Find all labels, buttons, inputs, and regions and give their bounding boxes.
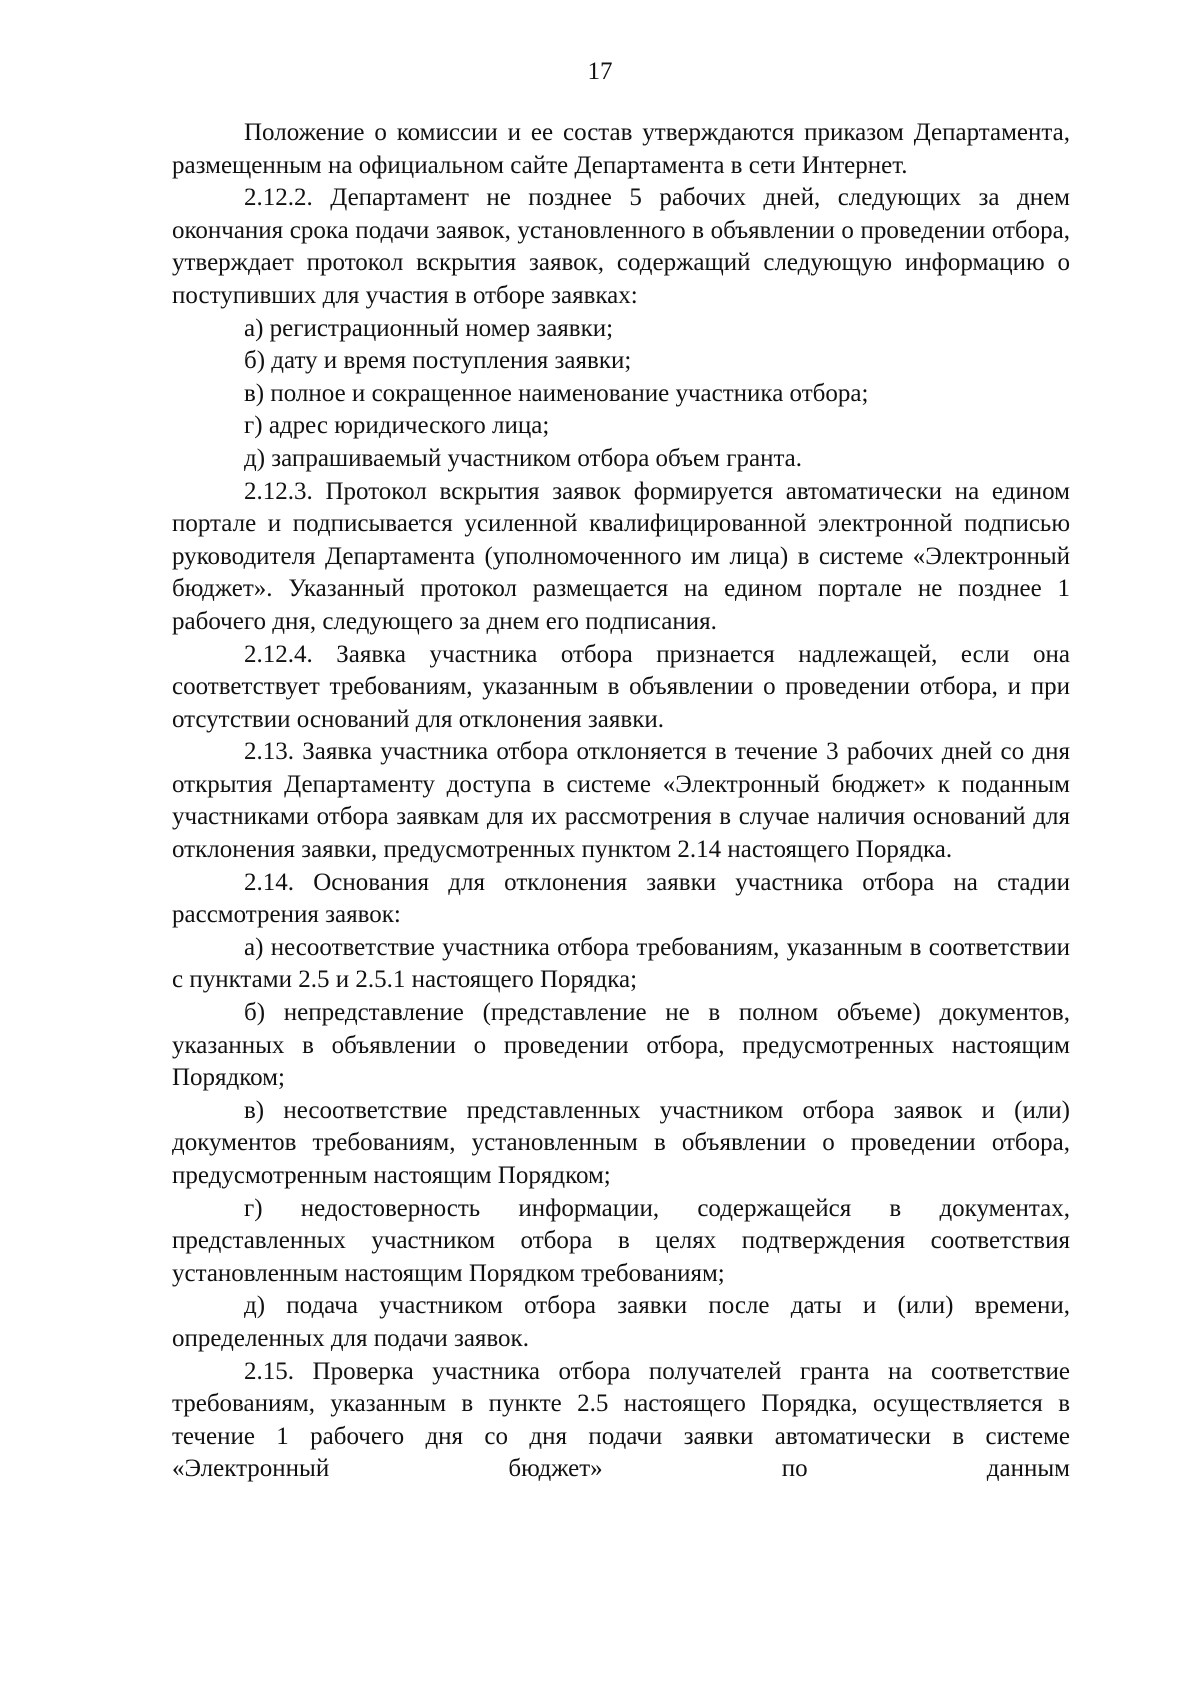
- page-number: 17: [587, 58, 613, 85]
- paragraph-2-13: 2.13. Заявка участника отбора отклоняется в течение 3 рабочих дней со дня открытия Департаменту доступа в системе «Электронный бюджет» к поданным участниками отбора заявкам для их рассмотрения в случае наличия оснований для отклонения заявки, предусмотренных пунктом 2.14 настоящего Порядка.: [172, 738, 1070, 864]
- rejection-reason-d: д) подача участником отбора заявки после даты и (или) времени, определенных для подачи заявок.: [172, 1292, 1070, 1352]
- paragraph-2-12-3: 2.12.3. Протокол вскрытия заявок формируется автоматически на едином портале и подписывается усиленной квалифицированной электронной подписью руководителя Департамента (уполномоченного им лица) в системе «Электронный бюджет». Указанный протокол размещается на едином портале не позднее 1 рабочего дня, следующего за днем его подписания.: [172, 477, 1070, 635]
- list-item-g-legal-address: г) адрес юридического лица;: [244, 412, 550, 440]
- paragraph-commission-regulation: Положение о комиссии и ее состав утверждаются приказом Департамента, размещенным на официальном сайте Департамента в сети Интернет.: [172, 119, 1070, 179]
- list-item-v-participant-name: в) полное и сокращенное наименование участника отбора;: [244, 379, 869, 407]
- paragraph-2-14: 2.14. Основания для отклонения заявки участника отбора на стадии рассмотрения заявок:: [172, 868, 1070, 929]
- rejection-reason-b: б) непредставление (представление не в полном объеме) документов, указанных в объявлении о проведении отбора, предусмотренных настоящим Порядком;: [172, 999, 1070, 1092]
- paragraph-2-12-4: 2.12.4. Заявка участника отбора признается надлежащей, если она соответствует требованиям, указанным в объявлении о проведении отбора, и при отсутствии оснований для отклонения заявки.: [172, 640, 1070, 733]
- list-item-b-date-time: б) дату и время поступления заявки;: [244, 347, 632, 375]
- rejection-reason-v: в) несоответствие представленных участником отбора заявок и (или) документов требованиям, установленным в объявлении о проведении отбора, предусмотренным настоящим Порядком;: [172, 1096, 1070, 1189]
- rejection-reason-g: г) недостоверность информации, содержащейся в документах, представленных участником отбора в целях подтверждения соответствия установленным настоящим Порядком требованиям;: [172, 1194, 1070, 1287]
- list-item-a-registration-number: а) регистрационный номер заявки;: [244, 314, 614, 342]
- list-item-d-grant-amount: д) запрашиваемый участником отбора объем гранта.: [244, 444, 803, 472]
- paragraph-2-15: 2.15. Проверка участника отбора получателей гранта на соответствие требованиям, указанным в пункте 2.5 настоящего Порядка, осуществляется в течение 1 рабочего дня со дня подачи заявки автоматически в системе «Электронный бюджет» по данным: [172, 1357, 1070, 1483]
- rejection-reason-a: а) несоответствие участника отбора требованиям, указанным в соответствии с пунктами 2.5 и 2.5.1 настоящего Порядка;: [172, 933, 1070, 994]
- paragraph-2-12-2: 2.12.2. Департамент не позднее 5 рабочих дней, следующих за днем окончания срока подачи заявок, установленного в объявлении о проведении отбора, утверждает протокол вскрытия заявок, содержащий следующую информацию о поступивших для участия в отборе заявках:: [172, 184, 1070, 309]
- document-body: [172, 117, 1070, 1486]
